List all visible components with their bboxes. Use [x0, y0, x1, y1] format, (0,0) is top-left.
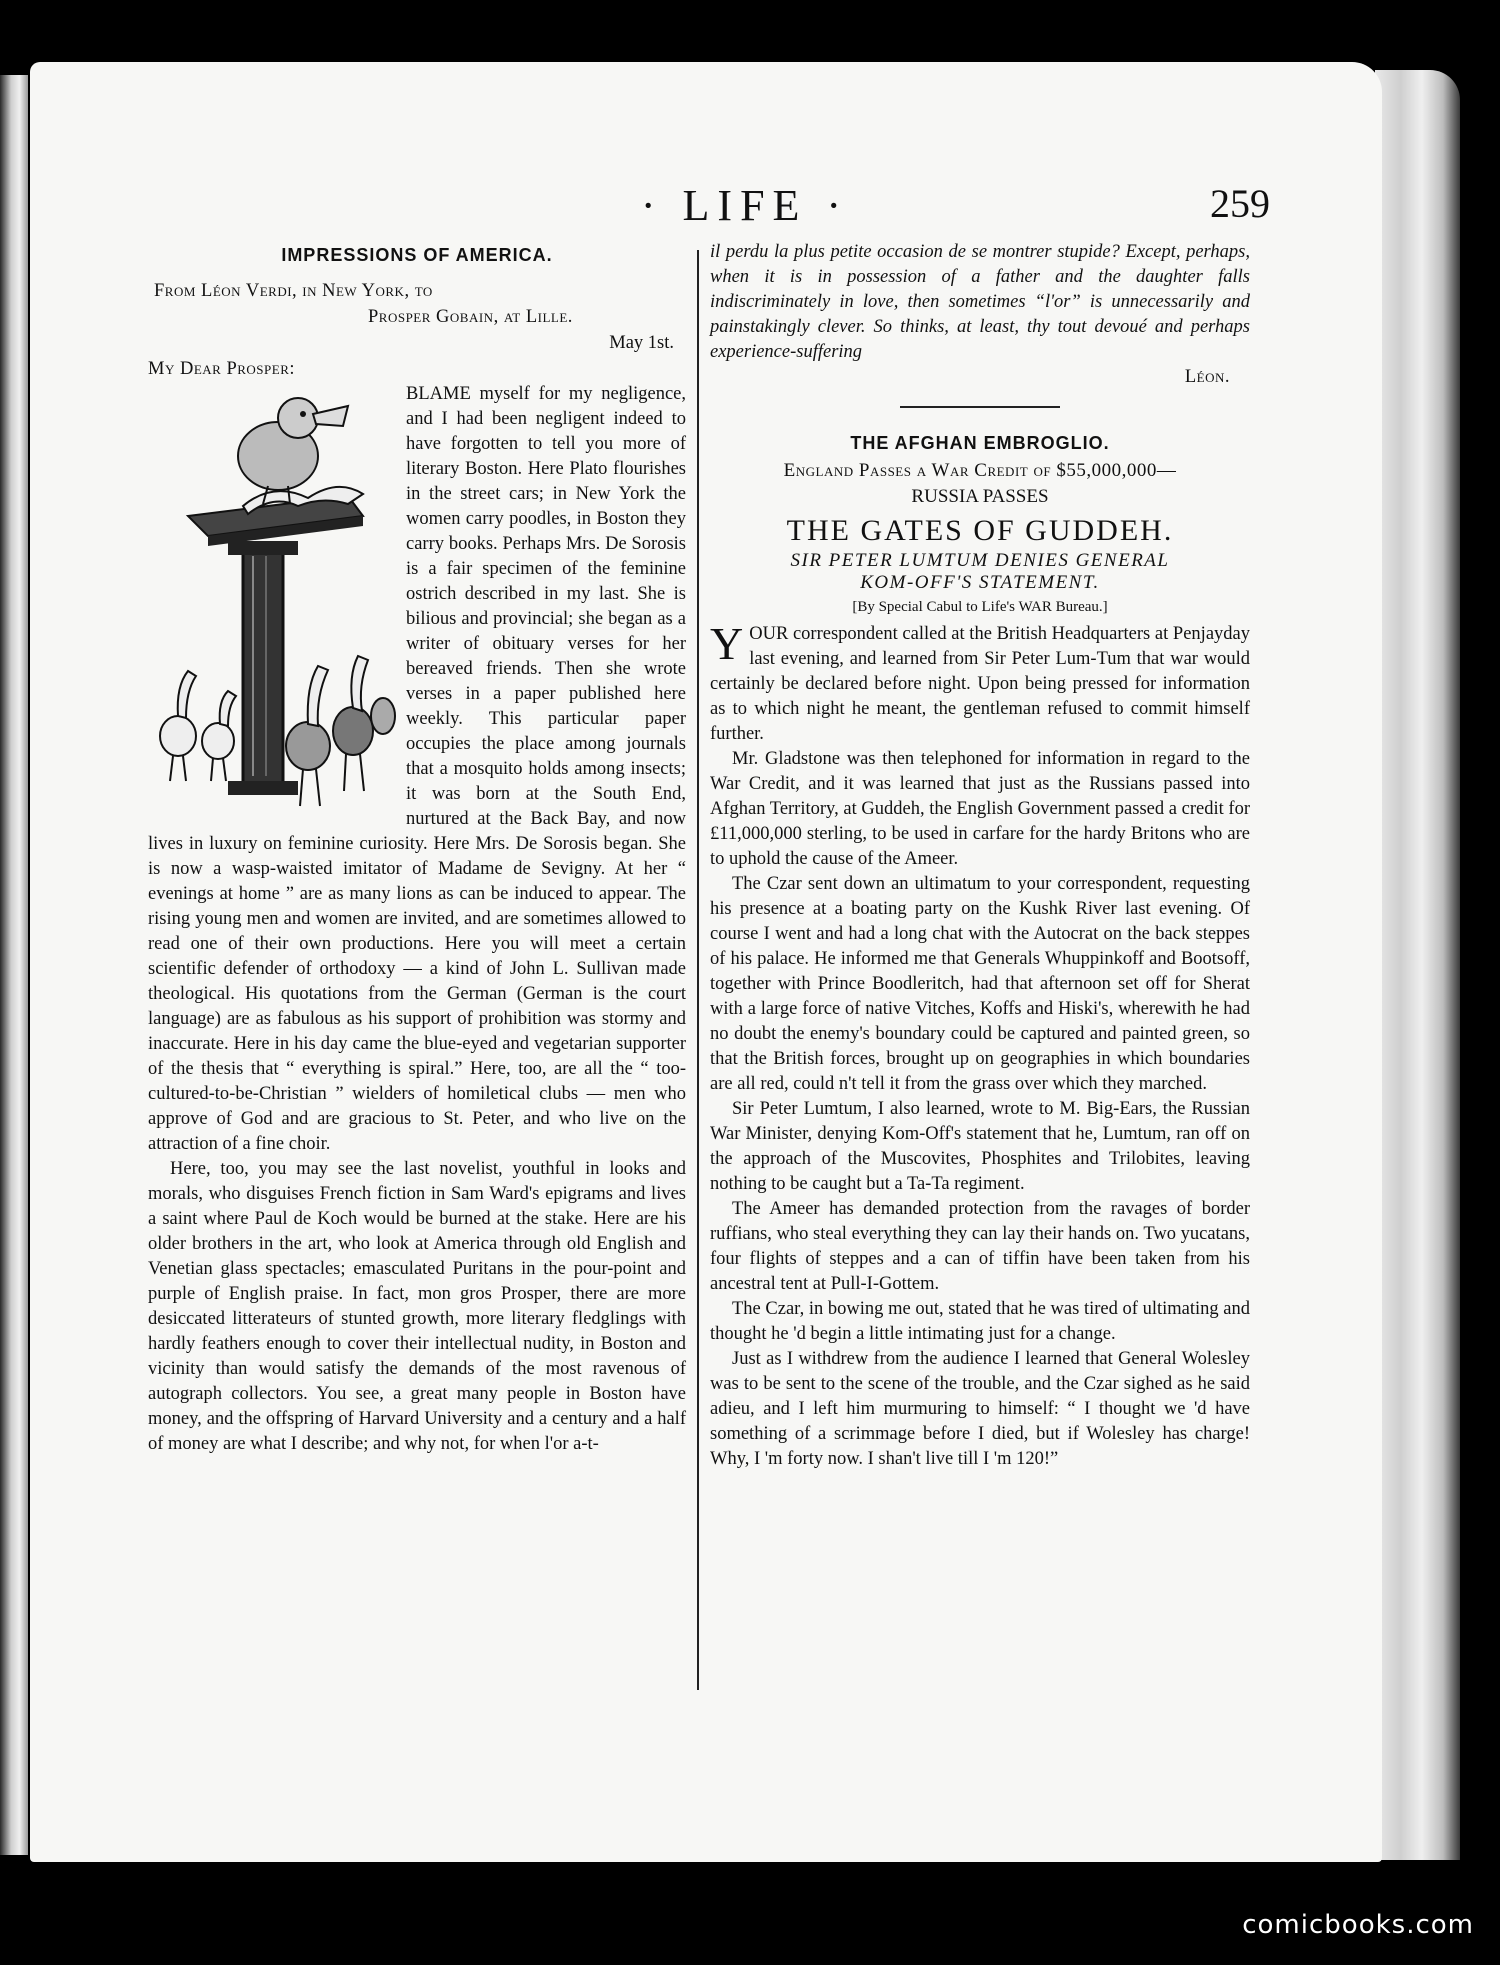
drop-cap-letter: Y [710, 618, 744, 669]
italic-head-line-2: KOM-OFF'S STATEMENT. [860, 572, 1100, 593]
left-column [148, 240, 686, 1457]
afghan-paragraph-1: OUR correspondent called at the British Headquarters at Penjayday last evening, and learned from Sir Peter Lum-Tum that war would certainly be declared before night. Upon being pressed for information as to which night he meant, the gentleman refused to commit himself further. [710, 624, 1250, 744]
afghan-paragraph-7: Just as I withdrew from the audience I learned that General Wolesley was to be sent to the scene of the trouble, and the Czar sighed as he said adieu, and I left him murmuring to himself: “ I thought we 'd have something of a scrimmage before I died, but if Wolesley has charge! Why, I 'm forty now. I shan't live till I 'm 120!” [710, 1349, 1250, 1469]
letter-continuation-text: il perdu la plus petite occasion de se montrer stupide? Except, perhaps, when it is in possession of a father and the daughter falls indiscriminately in love, then sometimes “l'or” is unnecessarily and painstakingly clever. So thinks, at least, thy tout devoué and perhaps experience-suffering [710, 242, 1250, 362]
dateline-bracket: [By Special Cabul to Life's WAR Bureau.] [852, 599, 1108, 615]
afghan-paragraph-5: The Ameer has demanded protection from the ravages of border ruffians, who steal everything they can lay their hands on. Two yucatans, four flights of steppes and a can of tiffin have been taken from his ancestral tent at Pull-I-Gottem. [710, 1199, 1250, 1294]
left-page-edge [0, 75, 28, 1855]
letter-continuation [710, 240, 1250, 365]
page-number: 259 [1210, 181, 1270, 226]
salutation: My Dear Prosper: [148, 359, 296, 379]
afghan-article-body [710, 618, 1250, 1472]
afghan-paragraph-6: The Czar, in bowing me out, stated that he was tired of ultimating and thought he 'd begin a little intimating just for a change. [710, 1299, 1250, 1344]
from-line: From Léon Verdi, in New York, to [154, 281, 433, 301]
site-watermark: comicbooks.com [1242, 1910, 1474, 1940]
letter-body [148, 382, 686, 1157]
to-line: Prosper Gobain, at Lille. [368, 307, 573, 327]
right-page-stack-edge [1375, 70, 1460, 1860]
masthead: · LIFE · [640, 181, 850, 230]
column-rule [697, 250, 699, 1690]
letter-paragraph-1: BLAME myself for my negligence, and I had been negligent indeed to have forgotten to tell you more of literary Boston. Here Plato flourishes in the street cars; in New York the women carry poodles, in Boston they carry books. Perhaps Mrs. De Sorosis is a fair specimen of the feminine ostrich described in my last. She is bilious and provincial; she began as a writer of obituary verses for her bereaved friends. Then she wrote verses in a paper published here weekly. This particular paper occupies the place among journals that a mosquito holds among insects; it was born at the South End, nurtured at the Back Bay, and now lives in luxury on feminine curiosity. Here Mrs. De Sorosis began. She is now a wasp-waisted imitator of Madame de Sevigny. At her “ evenings at home ” are as many lions as can be induced to appear. The rising young men and women are invited, and are sometimes allowed to read one of their own productions. Here you will meet a certain scientific defender of orthodoxy — a kind of John L. Sullivan made theological. His quotations from the German (German is the court language) are as fabulous as his support of prohibition was stormy and inaccurate. Here in his day came the blue-eyed and vegetarian supporter of the thesis that “ everything is spiral.” Here, too, are all the “ too-cultured-to-be-Christian ” wielders of homiletical clubs — men who approve of God and are gracious to St. Peter, and who live on the attraction of a fine choir. [148, 384, 686, 1154]
section-rule [900, 406, 1060, 408]
illustrated-drop-cap-ostriches [148, 386, 398, 818]
article-title-impressions: IMPRESSIONS OF AMERICA. [281, 245, 553, 265]
article-title-afghan: THE AFGHAN EMBROGLIO. [850, 433, 1110, 453]
headline-gates-of-guddeh: THE GATES OF GUDDEH. [786, 514, 1174, 547]
right-column [710, 240, 1250, 1472]
subhead-russia-passes: RUSSIA PASSES [911, 486, 1049, 507]
subhead-war-credit: England Passes a War Credit of $55,000,000— [783, 460, 1177, 481]
afghan-paragraph-2: Mr. Gladstone was then telephoned for information in regard to the War Credit, and it was learned that just as the Russians passed into Afghan Territory, at Guddeh, the English Government passed a credit for £11,000,000 sterling, to be used in carfare for the hardy Britons who are to uphold the cause of the Ameer. [710, 749, 1250, 869]
italic-head-line-1: SIR PETER LUMTUM DENIES GENERAL [790, 550, 1170, 571]
letter-date: May 1st. [609, 333, 674, 353]
letter-paragraph-2: Here, too, you may see the last novelist, youthful in looks and morals, who disguises French fiction in Sam Ward's epigrams and lives a saint where Paul de Koch would be burned at the stake. Here are his older brothers in the art, who look at America through old English and Venetian glass spectacles; emasculated Puritans in the pour-point and purple of English praise. In fact, mon gros Prosper, there are more desiccated litterateurs of stunted growth, more literary fledglings with hardly feathers enough to cover their intellectual nudity, in Boston and vicinity than would satisfy the demands of the most ravenous of autograph collectors. You see, a great many people in Boston have money, and the offspring of Harvard University and a century and a half of money are what I describe; and why not, for when l'or a-t- [148, 1159, 686, 1454]
afghan-paragraph-4: Sir Peter Lumtum, I also learned, wrote to M. Big-Ears, the Russian War Minister, denying Kom-Off's statement that he, Lumtum, ran off on the approach of the Muscovites, Phosphites and Trilobites, leaving nothing to be caught but a Ta-Ta regiment. [710, 1099, 1250, 1194]
afghan-paragraph-3: The Czar sent down an ultimatum to your correspondent, requesting his presence at a boating party on the Kushk River last evening. Of course I went and had a long chat with the Autocrat on the back steppes of his palace. He informed me that Generals Whuppinkoff and Bootsoff, together with Prince Boodleritch, had that afternoon set off for Sherat with a large force of native Vitches, Koffs and Hiski's, wherewith he had no doubt the enemy's boundary could be captured and painted green, so that the British forces, brought up on geographies in which boundaries are all red, could n't tell it from the grass over which they marched. [710, 874, 1250, 1094]
letter-signature: Léon. [1184, 367, 1230, 387]
